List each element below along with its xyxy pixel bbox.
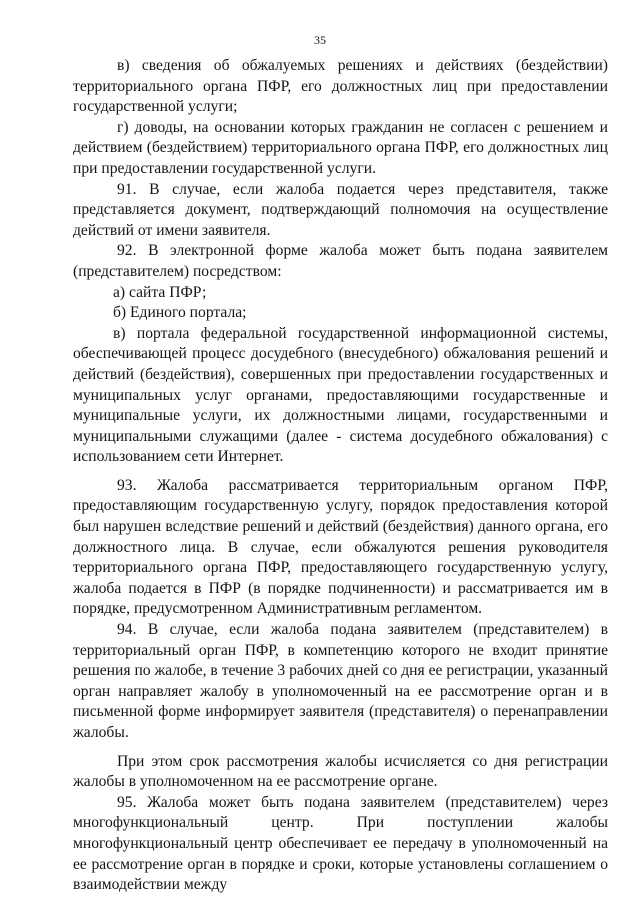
document-body — [73, 56, 608, 896]
paragraph-94-note: При этом срок рассмотрения жалобы исчисляется со дня регистрации жалобы в уполномоченном на ее рассмотрение органе. — [73, 752, 608, 791]
paragraph-95: 95. Жалоба может быть подана заявителем (представителем) через многофункциональный центр. При поступлении жалобы многофункциональный центр обеспечивает ее передачу в уполномоченный на ее рассмотрение орган в порядке и сроки, которые установлены соглашением о взаимодействии между — [73, 793, 608, 894]
paragraph-94: 94. В случае, если жалоба подана заявителем (представителем) в территориальный орган ПФР, в компетенцию которого не входит принятие решения по жалобе, в течение 3 рабочих дней со дня ее регистрации, указанный орган направляет жалобу в уполномоченный на ее рассмотрение орган и в письменной форме информирует заявителя (представителя) о перенаправлении жалобы. — [73, 621, 608, 741]
page-number: 35 — [314, 33, 326, 47]
paragraph-92: 92. В электронной форме жалоба может быть подана заявителем (представителем) посредством: — [73, 242, 608, 280]
paragraph-93: 93. Жалоба рассматривается территориальным органом ПФР, предоставляющим государственную услугу, порядок предоставления которой был нарушен вследствие решений и действий (бездействия) данного органа, его должностного лица. В случае, если обжалуются решения руководителя территориального органа ПФР, предоставляющего государственную услугу, жалоба подается в ПФР (в порядке подчиненности) и рассматривается им в порядке, предусмотренном Административным регламентом. — [73, 476, 608, 618]
list-item-b: б) Единого портала; — [113, 304, 247, 322]
paragraph-91: 91. В случае, если жалоба подается через представителя, также представляется документ, подтверждающий полномочия на осуществление действий от имени заявителя. — [73, 180, 608, 239]
paragraph-item-g: г) доводы, на основании которых гражданин не согласен с решением и действием (бездействием) территориального органа ПФР, его должностных лиц при предоставлении государственной услуги. — [73, 118, 608, 177]
list-item-a: а) сайта ПФР; — [113, 283, 207, 301]
list-item-v: в) портала федеральной государственной информационной системы, обеспечивающей процесс досудебного (внесудебного) обжалования решений и действий (бездействия), совершенных при предоставлении государственных и муниципальных услуг органами, предоставляющими государственные и муниципальные услуги, их должностными лицами, государственными и муниципальными служащими (далее - система досудебного обжалования) с использованием сети Интернет. — [73, 324, 608, 466]
paragraph-item-v: в) сведения об обжалуемых решениях и действиях (бездействии) территориального органа ПФР, его должностных лиц при предоставлении государственной услуги; — [73, 57, 608, 116]
